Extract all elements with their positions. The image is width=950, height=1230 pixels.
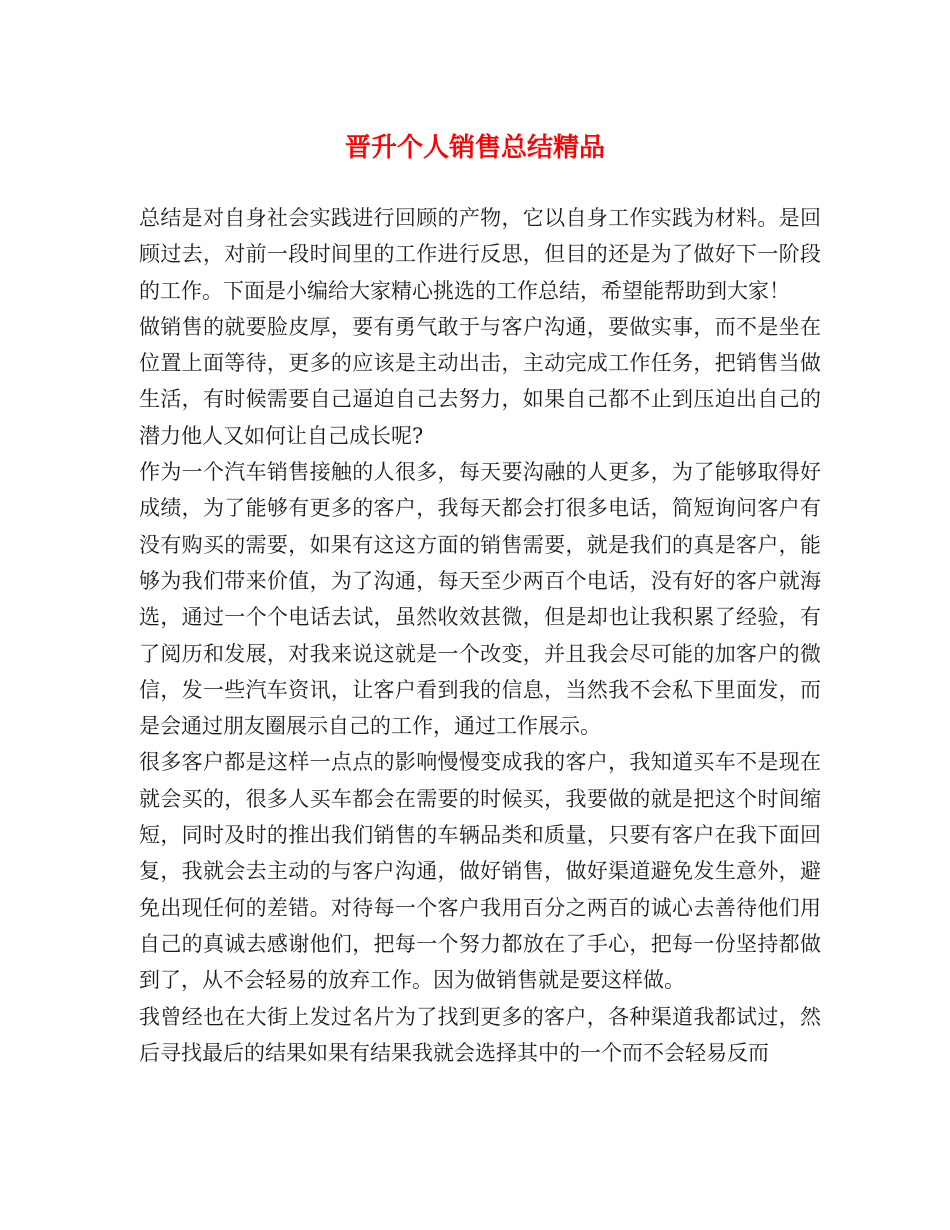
document-title: 晋升个人销售总结精品 [344, 133, 605, 163]
document-body [139, 200, 821, 1071]
paragraph-2: 做销售的就要脸皮厚，要有勇气敢于与客户沟通，要做实事，而不是坐在位置上面等待，更多的应该是主动出击，主动完成工作任务，把销售当做生活，有时候需要自己逼迫自己去努力，如果自己都不止到压迫出自己的潜力他人又如何让自己成长呢? [139, 314, 821, 448]
paragraph-intro: 总结是对自身社会实践进行回顾的产物，它以自身工作实践为材料。是回顾过去，对前一段时间里的工作进行反思，但目的还是为了做好下一阶段的工作。下面是小编给大家精心挑选的工作总结，希望能帮助到大家！ [139, 206, 821, 303]
paragraph-5: 我曾经也在大街上发过名片为了找到更多的客户，各种渠道我都试过，然后寻找最后的结果如果有结果我就会选择其中的一个而不会轻易反而 [139, 1004, 821, 1065]
paragraph-3: 作为一个汽车销售接触的人很多，每天要沟融的人更多，为了能够取得好成绩，为了能够有更多的客户，我每天都会打很多电话，简短询问客户有没有购买的需要，如果有这这方面的销售需要，就是我们的真是客户，能够为我们带来价值，为了沟通，每天至少两百个电话，没有好的客户就海选，通过一个个电话去试，虽然收效甚微，但是却也让我积累了经验，有了阅历和发展，对我来说这就是一个改变，并且我会尽可能的加客户的微信，发一些汽车资讯，让客户看到我的信息，当然我不会私下里面发，而是会通过朋友圈展示自己的工作，通过工作展示。 [139, 460, 821, 739]
paragraph-4: 很多客户都是这样一点点的影响慢慢变成我的客户，我知道买车不是现在就会买的，很多人买车都会在需要的时候买，我要做的就是把这个时间缩短，同时及时的推出我们销售的车辆品类和质量，只要有客户在我下面回复，我就会去主动的与客户沟通，做好销售，做好渠道避免发生意外，避免出现任何的差错。对待每一个客户我用百分之两百的诚心去善待他们用自己的真诚去感谢他们，把每一个努力都放在了手心，把每一份坚持都做到了，从不会轻易的放弃工作。因为做销售就是要这样做。 [139, 750, 821, 993]
